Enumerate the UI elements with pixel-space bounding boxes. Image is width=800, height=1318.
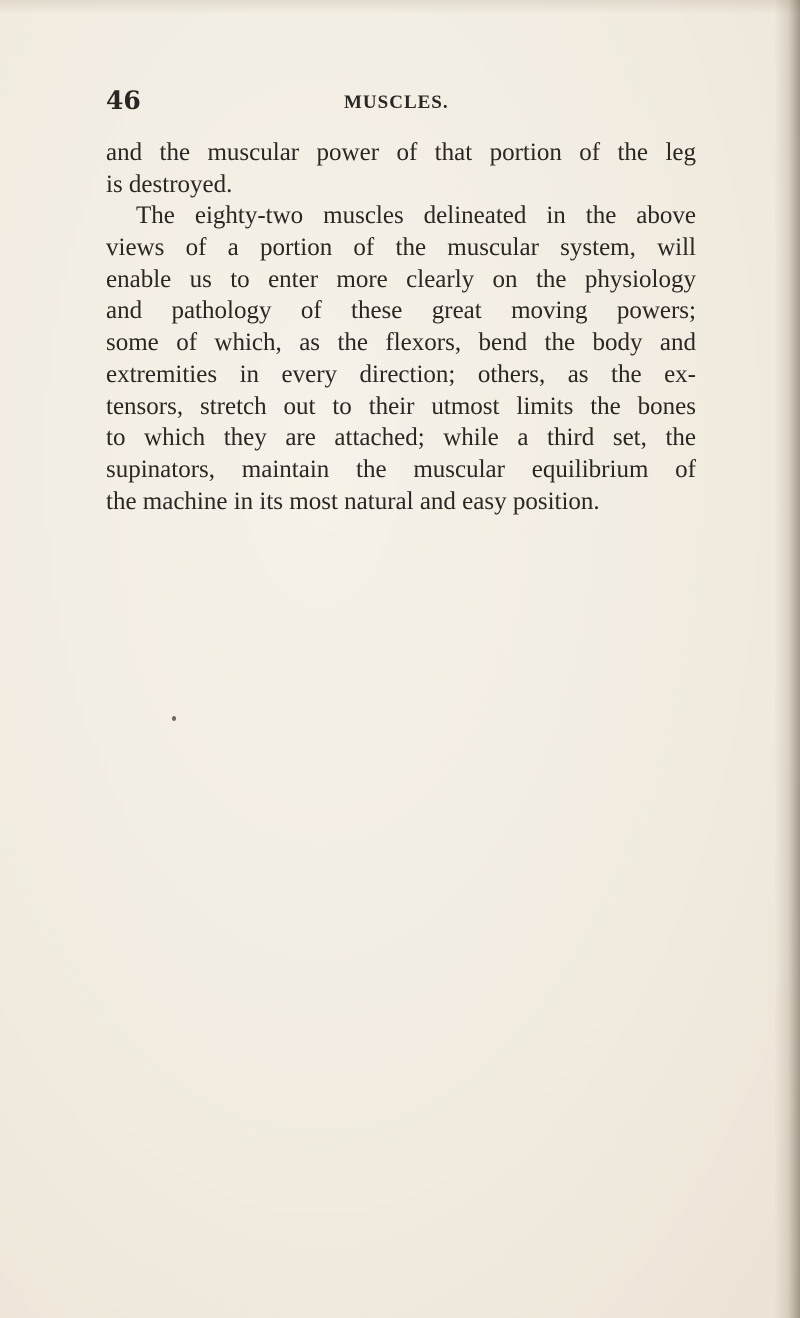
text-line: enable us to enter more clearly on the physiology xyxy=(106,265,696,293)
page-header xyxy=(106,86,696,116)
paper-speck xyxy=(172,716,176,721)
text-line: supinators, maintain the muscular equilibrium of xyxy=(106,455,696,483)
text-line: The eighty-two muscles delineated in the above xyxy=(136,202,696,230)
text-line: is destroyed. xyxy=(106,170,233,198)
running-head: MUSCLES. xyxy=(344,92,449,113)
page-gutter-shadow xyxy=(774,0,800,1318)
text-line: some of which, as the flexors, bend the body and xyxy=(106,329,696,357)
text-line: tensors, stretch out to their utmost limits the bones xyxy=(106,392,696,420)
page-number: 46 xyxy=(106,86,141,115)
page-top-shadow xyxy=(0,0,800,14)
text-line: to which they are attached; while a third set, the xyxy=(106,424,696,452)
text-line: extremities in every direction; others, as the ex- xyxy=(106,360,696,388)
text-line: and pathology of these great moving powers; xyxy=(106,297,696,325)
text-line: the machine in its most natural and easy position. xyxy=(106,487,600,515)
body-paragraphs xyxy=(106,137,696,517)
text-line: and the muscular power of that portion of the leg xyxy=(106,139,696,166)
text-line: views of a portion of the muscular system, will xyxy=(106,234,696,262)
